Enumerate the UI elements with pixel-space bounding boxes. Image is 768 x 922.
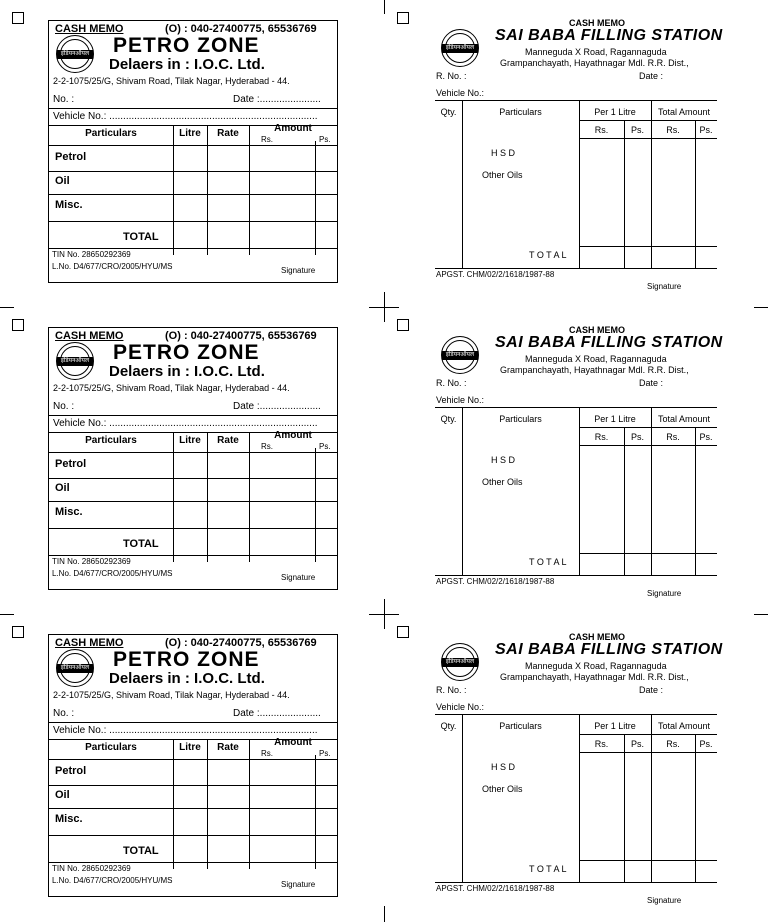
petro-zone-cash-memo (48, 327, 338, 590)
total-label: TOTAL (123, 538, 159, 550)
rate-rupees-header: Rs. (594, 739, 609, 749)
station-name: SAI BABA FILLING STATION (495, 334, 723, 351)
apgst-number: APGST. CHM/02/2/1618/1987-88 (436, 884, 555, 893)
license-number: L.No. D4/677/CRO/2005/HYU/MS (52, 569, 173, 578)
corner-checkbox-icon (397, 319, 409, 331)
sai-baba-cash-memo (435, 325, 723, 598)
address: 2-2-1075/25/G, Shivam Road, Tilak Nagar, Hyderabad - 44. (53, 383, 290, 393)
total-amount-header: Total Amount (657, 414, 711, 424)
particulars-header: Particulars (499, 107, 542, 117)
dealer-line: Delaers in : I.O.C. Ltd. (109, 363, 265, 380)
per-litre-header: Per 1 Litre (594, 721, 636, 731)
litre-header: Litre (179, 128, 201, 139)
number-label: No. : (53, 94, 75, 105)
particulars-header: Particulars (85, 435, 137, 446)
crop-mark (0, 307, 14, 308)
cash-memo-heading: CASH MEMO (55, 637, 124, 649)
signature-label: Signature (281, 266, 316, 275)
date-label: Date :...................... (233, 401, 321, 412)
rate-paise-header: Ps. (630, 125, 644, 135)
address-line-2: Grampanchayath, Hayathnagar Mdl. R.R. Dist., (500, 672, 689, 682)
petro-zone-cash-memo (48, 20, 338, 283)
rate-rupees-header: Rs. (594, 125, 609, 135)
crop-mark (754, 614, 768, 615)
amount-rupees-header: Rs. (666, 125, 680, 135)
signature-label: Signature (281, 880, 316, 889)
total-amount-header: Total Amount (657, 721, 711, 731)
date-label: Date : (639, 378, 664, 388)
amount-header: Amount (274, 123, 312, 134)
amount-rupees-header: Rs. (666, 432, 680, 442)
rupees-header: Rs. (261, 442, 273, 451)
vehicle-number-label: Vehicle No.: ........................................................................... (53, 725, 318, 736)
item-other-oils: Other Oils (482, 477, 523, 487)
row-petrol-label: Petrol (55, 765, 87, 777)
vehicle-number-label: Vehicle No.: (436, 88, 485, 98)
rate-paise-header: Ps. (630, 432, 644, 442)
station-name: PETRO ZONE (113, 34, 260, 57)
rupees-header: Rs. (261, 749, 273, 758)
row-petrol-label: Petrol (55, 458, 87, 470)
amount-header: Amount (274, 430, 312, 441)
address-line-1: Manneguda X Road, Ragannaguda (525, 47, 667, 57)
address-line-2: Grampanchayath, Hayathnagar Mdl. R.R. Dist., (500, 58, 689, 68)
date-label: Date :...................... (233, 708, 321, 719)
tin-number: TIN No. 28650292369 (52, 557, 131, 566)
rate-header: Rate (217, 128, 239, 139)
rate-rupees-header: Rs. (594, 432, 609, 442)
indianoil-logo-icon: इंडियनऑयल (441, 643, 479, 681)
registration-mark-icon (384, 599, 385, 629)
address: 2-2-1075/25/G, Shivam Road, Tilak Nagar, Hyderabad - 44. (53, 76, 290, 86)
tin-number: TIN No. 28650292369 (52, 864, 131, 873)
rupees-header: Rs. (261, 135, 273, 144)
station-name: PETRO ZONE (113, 648, 260, 671)
rate-header: Rate (217, 742, 239, 753)
number-label: No. : (53, 401, 75, 412)
litre-header: Litre (179, 742, 201, 753)
rate-header: Rate (217, 435, 239, 446)
station-name: SAI BABA FILLING STATION (495, 641, 723, 658)
vehicle-number-label: Vehicle No.: ........................................................................... (53, 111, 318, 122)
cash-memo-heading: CASH MEMO (569, 325, 625, 335)
signature-label: Signature (647, 282, 682, 291)
corner-checkbox-icon (397, 626, 409, 638)
particulars-header: Particulars (499, 414, 542, 424)
total-label: TOTAL (123, 845, 159, 857)
station-name: SAI BABA FILLING STATION (495, 27, 723, 44)
total-label: T O T A L (529, 864, 567, 874)
petro-zone-cash-memo (48, 634, 338, 897)
address-line-1: Manneguda X Road, Ragannaguda (525, 354, 667, 364)
amount-rupees-header: Rs. (666, 739, 680, 749)
rate-paise-header: Ps. (630, 739, 644, 749)
row-oil-label: Oil (55, 789, 70, 801)
indianoil-logo-icon: इंडियनऑयल (56, 35, 94, 73)
receipt-number-label: R. No. : (436, 71, 467, 81)
corner-checkbox-icon (12, 626, 24, 638)
indianoil-logo-icon: इंडियनऑयल (441, 29, 479, 67)
crop-mark (0, 614, 14, 615)
phone-number: (O) : 040-27400775, 65536769 (165, 23, 317, 35)
particulars-header: Particulars (85, 742, 137, 753)
station-name: PETRO ZONE (113, 341, 260, 364)
cash-memo-heading: CASH MEMO (55, 23, 124, 35)
amount-paise-header: Ps. (699, 432, 713, 442)
signature-label: Signature (281, 573, 316, 582)
license-number: L.No. D4/677/CRO/2005/HYU/MS (52, 262, 173, 271)
particulars-header: Particulars (85, 128, 137, 139)
amount-header: Amount (274, 737, 312, 748)
dealer-line: Delaers in : I.O.C. Ltd. (109, 670, 265, 687)
address-line-2: Grampanchayath, Hayathnagar Mdl. R.R. Dist., (500, 365, 689, 375)
row-oil-label: Oil (55, 175, 70, 187)
row-petrol-label: Petrol (55, 151, 87, 163)
per-litre-header: Per 1 Litre (594, 107, 636, 117)
row-misc-label: Misc. (55, 199, 83, 211)
total-label: T O T A L (529, 250, 567, 260)
phone-number: (O) : 040-27400775, 65536769 (165, 330, 317, 342)
particulars-header: Particulars (499, 721, 542, 731)
paise-header: Ps. (319, 749, 331, 758)
cash-memo-heading: CASH MEMO (569, 632, 625, 642)
total-label: T O T A L (529, 557, 567, 567)
crop-mark (384, 906, 385, 922)
per-litre-header: Per 1 Litre (594, 414, 636, 424)
sai-baba-cash-memo (435, 632, 723, 905)
total-amount-header: Total Amount (657, 107, 711, 117)
paise-header: Ps. (319, 442, 331, 451)
item-hsd: H S D (491, 148, 516, 158)
quantity-header: Qty. (440, 721, 457, 731)
item-other-oils: Other Oils (482, 170, 523, 180)
row-misc-label: Misc. (55, 506, 83, 518)
quantity-header: Qty. (440, 414, 457, 424)
receipt-number-label: R. No. : (436, 378, 467, 388)
phone-number: (O) : 040-27400775, 65536769 (165, 637, 317, 649)
indianoil-logo-icon: इंडियनऑयल (56, 342, 94, 380)
amount-paise-header: Ps. (699, 739, 713, 749)
signature-label: Signature (647, 589, 682, 598)
item-other-oils: Other Oils (482, 784, 523, 794)
sai-baba-cash-memo (435, 18, 723, 291)
tin-number: TIN No. 28650292369 (52, 250, 131, 259)
corner-checkbox-icon (12, 319, 24, 331)
address: 2-2-1075/25/G, Shivam Road, Tilak Nagar, Hyderabad - 44. (53, 690, 290, 700)
corner-checkbox-icon (397, 12, 409, 24)
indianoil-logo-icon: इंडियनऑयल (56, 649, 94, 687)
amount-paise-header: Ps. (699, 125, 713, 135)
total-label: TOTAL (123, 231, 159, 243)
address-line-1: Manneguda X Road, Ragannaguda (525, 661, 667, 671)
apgst-number: APGST. CHM/02/2/1618/1987-88 (436, 270, 555, 279)
crop-mark (384, 0, 385, 14)
apgst-number: APGST. CHM/02/2/1618/1987-88 (436, 577, 555, 586)
cash-memo-heading: CASH MEMO (55, 330, 124, 342)
row-oil-label: Oil (55, 482, 70, 494)
item-hsd: H S D (491, 455, 516, 465)
license-number: L.No. D4/677/CRO/2005/HYU/MS (52, 876, 173, 885)
corner-checkbox-icon (12, 12, 24, 24)
date-label: Date : (639, 685, 664, 695)
cash-memo-heading: CASH MEMO (569, 18, 625, 28)
number-label: No. : (53, 708, 75, 719)
date-label: Date : (639, 71, 664, 81)
vehicle-number-label: Vehicle No.: ........................................................................... (53, 418, 318, 429)
vehicle-number-label: Vehicle No.: (436, 702, 485, 712)
quantity-header: Qty. (440, 107, 457, 117)
indianoil-logo-icon: इंडियनऑयल (441, 336, 479, 374)
date-label: Date :...................... (233, 94, 321, 105)
paise-header: Ps. (319, 135, 331, 144)
row-misc-label: Misc. (55, 813, 83, 825)
signature-label: Signature (647, 896, 682, 905)
litre-header: Litre (179, 435, 201, 446)
vehicle-number-label: Vehicle No.: (436, 395, 485, 405)
crop-mark (754, 307, 768, 308)
receipt-number-label: R. No. : (436, 685, 467, 695)
dealer-line: Delaers in : I.O.C. Ltd. (109, 56, 265, 73)
registration-mark-icon (384, 292, 385, 322)
item-hsd: H S D (491, 762, 516, 772)
